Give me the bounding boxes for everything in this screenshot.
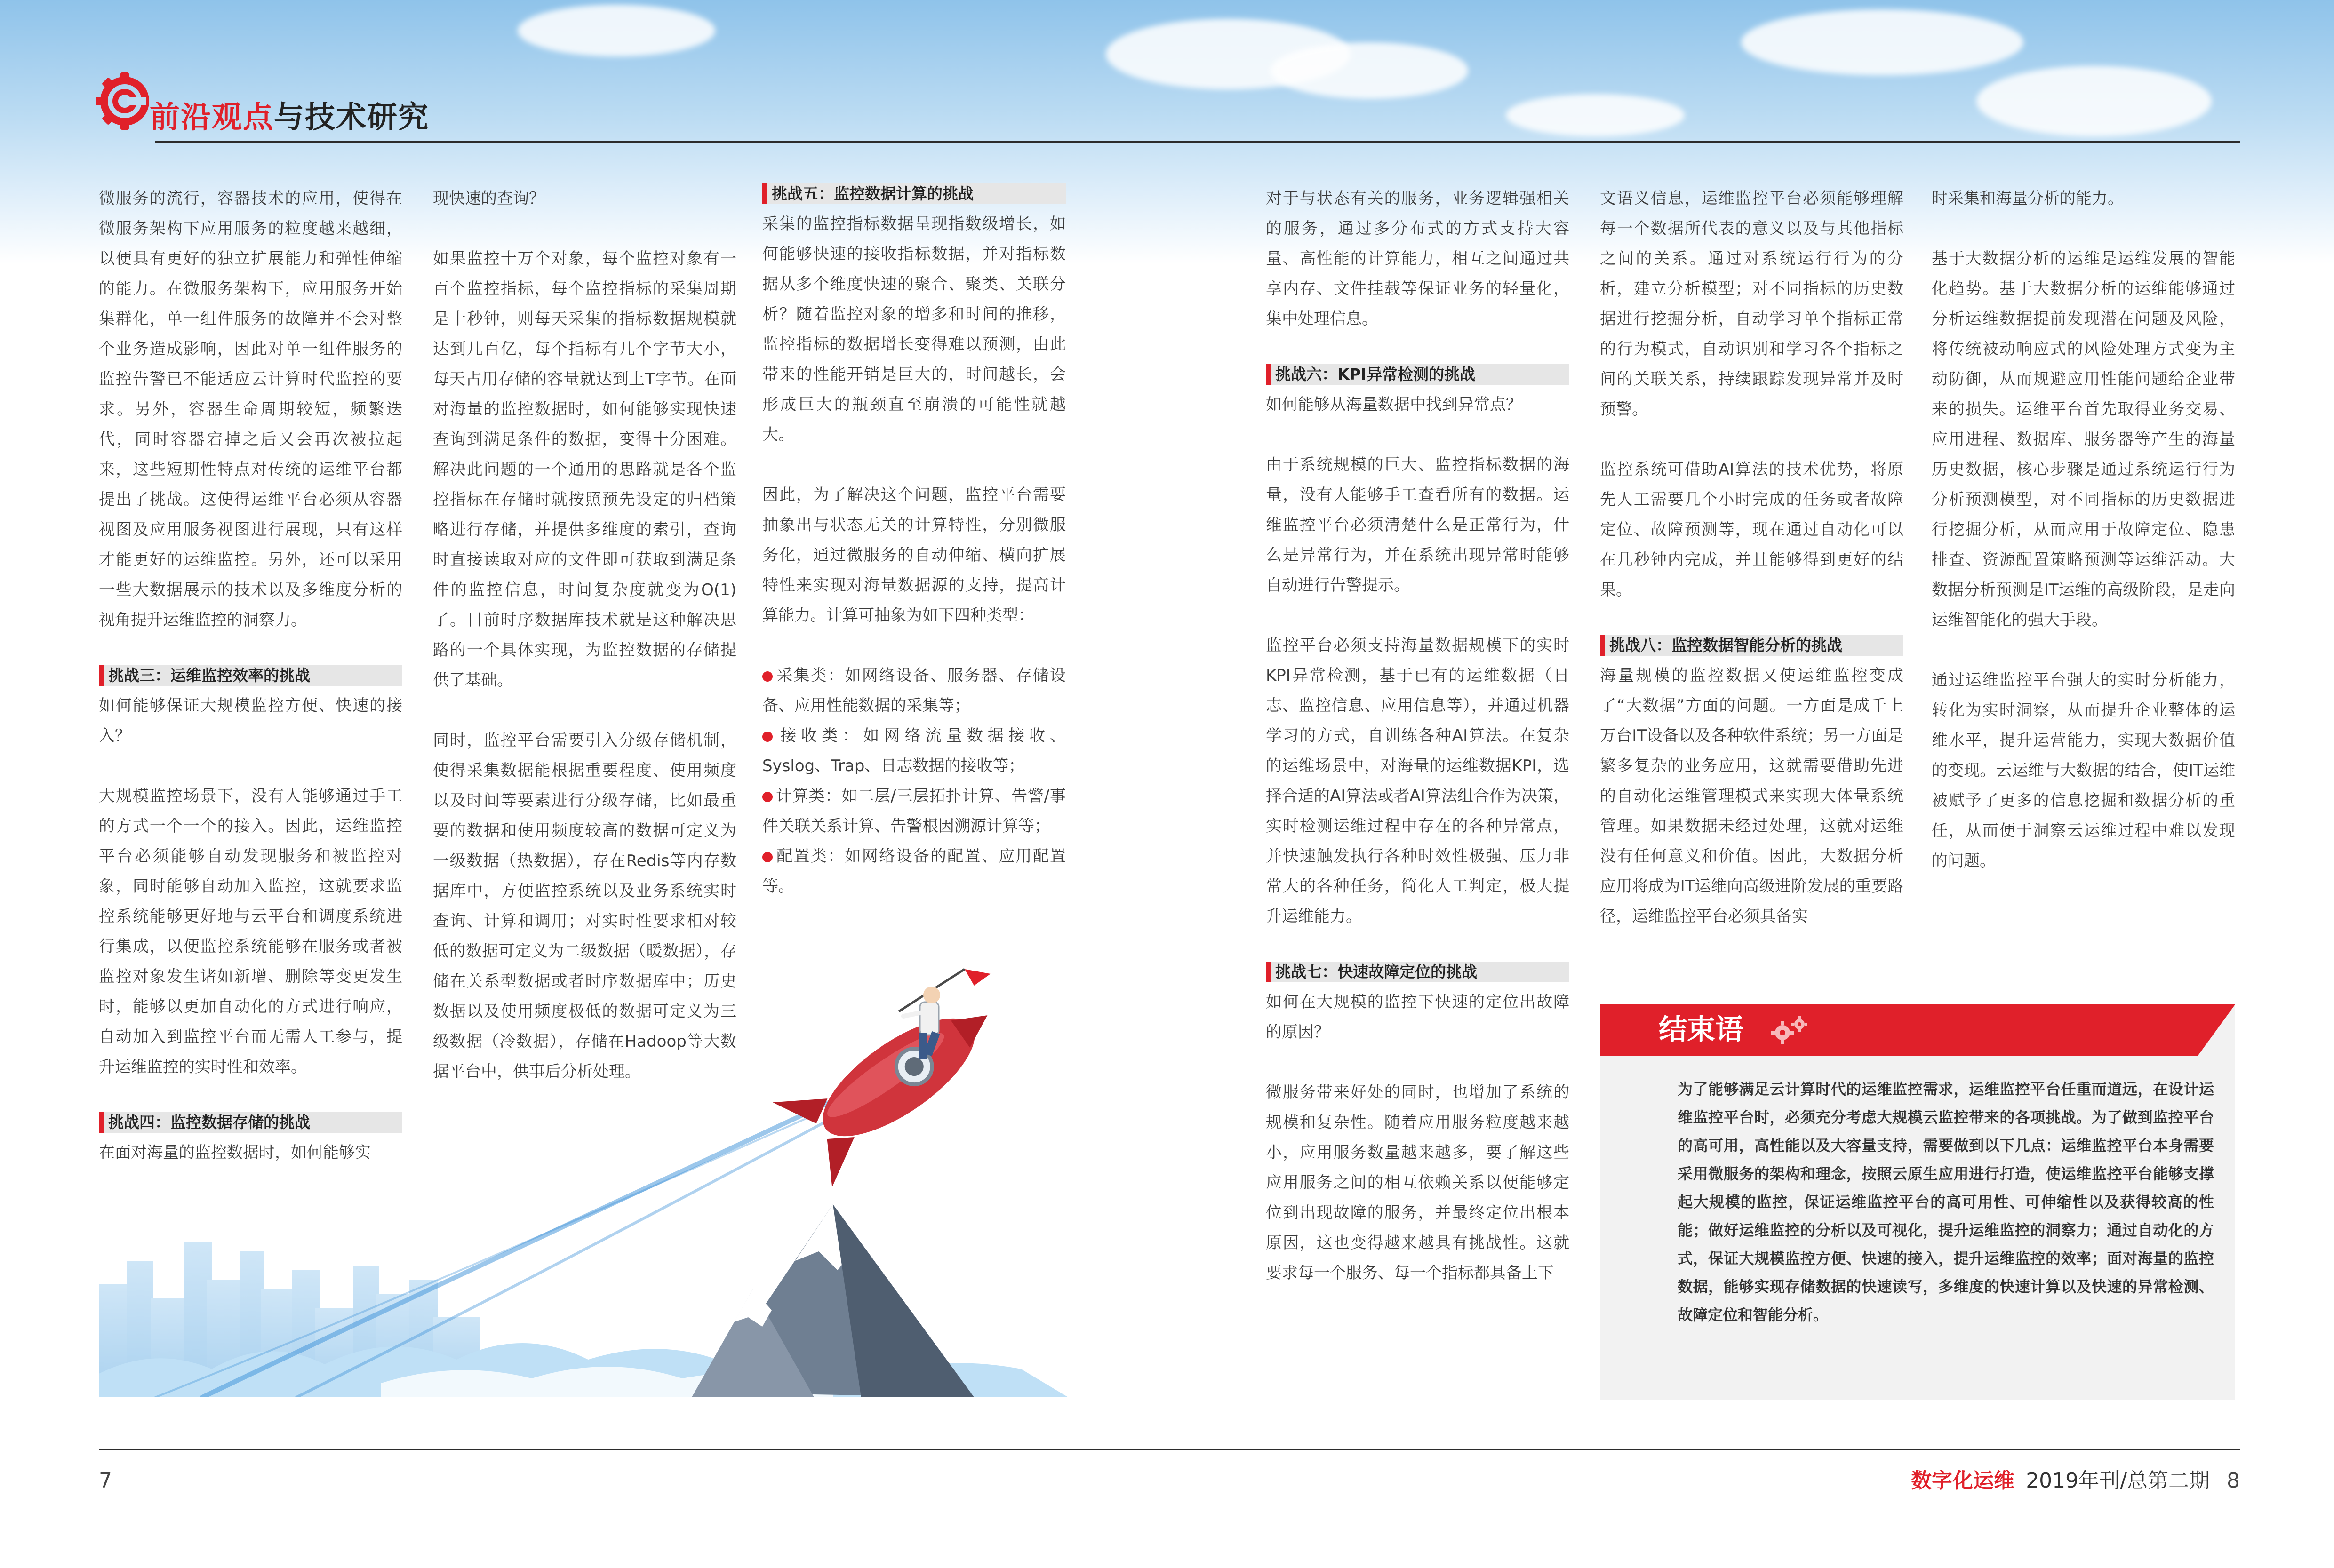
paragraph: 通过运维监控平台强大的实时分析能力，转化为实时洞察，从而提升企业整体的运维水平，提升运营能力，实现大数据价值的变现。云运维与大数据的结合，使IT运维被赋予了更多的信息挖掘和数据分析的重任，从而便于洞察云运维过程中难以发现的问题。 (1932, 671, 2235, 870)
paragraph: 微服务的流行，容器技术的应用，使得在微服务架构下应用服务的粒度越来越细，以便具有更好的独立扩展能力和弹性伸缩的能力。在微服务架构下，应用服务开始集群化，单一组件服务的故障并不会对整个业务造成影响，因此对单一组件服务的监控告警已不能适应云计算时代监控的要求。另外，容器生命周期较短，频繁迭代，同时容器宕掉之后又会再次被拉起来，这些短期性特点对传统的运维平台都提出了挑战。这使得运维平台必须从容器视图及应用服务视图进行展现，只有这样才能更好的运维监控。另外，还可以采用一些大数据展示的技术以及多维度分析的视角提升运维监控的洞察力。 (99, 189, 402, 629)
list-item-text: 计算类：如二层/三层拓扑计算、告警/事件关联关系计算、告警根因溯源计算等； (762, 787, 1066, 836)
issue-label: 2019年刊/总第二期 (2026, 1469, 2210, 1493)
paragraph: 监控系统可借助AI算法的技术优势，将原先人工需要几个小时完成的任务或者故障定位、故障预测等，现在通过自动化可以在几秒钟内完成，并且能够得到更好的结果。 (1600, 460, 1903, 599)
cloud-shape (518, 5, 715, 56)
subheading-challenge-3: 挑战三：运维监控效率的挑战 (99, 665, 402, 686)
column-5 (1600, 183, 1903, 931)
paragraph: 因此，为了解决这个问题，监控平台需要抽象出与状态无关的计算特性，分别微服务化，通过微服务的自动伸缩、横向扩展特性来实现对海量数据源的支持，提高计算能力。计算可抽象为如下四种类型： (762, 486, 1066, 625)
list-item (762, 781, 1066, 841)
paragraph: 海量规模的监控数据又使运维监控变成了“大数据”方面的问题。一方面是成千上万台IT设备以及各种软件系统；另一方面是繁多复杂的业务应用，这就需要借助先进的自动化运维管理模式来实现大体量系统管理。如果数据未经过处理，这就对运维没有任何意义和价值。因此，大数据分析应用将成为IT运维向高级进阶发展的重要路径，运维监控平台必须具备实 (1600, 666, 1903, 926)
paragraph: 同时，监控平台需要引入分级存储机制，使得采集数据能根据重要程度、使用频度以及时间等要素进行分级存储，比如最重要的数据和使用频度较高的数据可定义为一级数据（热数据），存在Redis等内存数据库中，方便监控系统以及业务系统实时查询、计算和调用；对实时性要求相对较低的数据可定义为二级数据（暖数据），存储在关系型数据或者时序数据库中；历史数据以及使用频度极低的数据可定义为三级数据（冷数据），存储在Hadoop等大数据平台中，供事后分析处理。 (433, 731, 736, 1081)
subheading-challenge-7: 挑战七：快速故障定位的挑战 (1266, 962, 1569, 982)
paragraph: 如果监控十万个对象，每个监控对象有一百个监控指标，每个监控指标的采集周期是十秒钟，则每天采集的指标数据规模就达到几百亿，每个指标有几个字节大小，每天占用存储的容量就达到上T字节。在面对海量的监控数据时，如何能够实现快速查询到满足条件的数据，变得十分困难。解决此问题的一个通用的思路就是各个监控指标在存储时就按照预先设定的归档策略进行存储，并提供多维度的索引，查询时直接读取对应的文件即可获取到满足条件的监控信息，时间复杂度就变为O(1)了。目前时序数据库技术就是这种解决思路的一个具体实现，为监控数据的存储提供了基础。 (433, 249, 736, 690)
bullet-icon (762, 732, 773, 742)
mountain-icon (692, 1204, 974, 1397)
subheading-challenge-8: 挑战八：监控数据智能分析的挑战 (1600, 635, 1903, 656)
conclusion-header-bar (1600, 1004, 2235, 1056)
page-number-right: 8 (2227, 1469, 2240, 1493)
footer-rule (99, 1449, 2240, 1450)
conclusion-title: 结束语 (1659, 1013, 1743, 1046)
list-item (762, 661, 1066, 721)
section-title-red: 前沿观点 (150, 100, 274, 135)
column-6 (1932, 183, 2235, 906)
subheading-challenge-6: 挑战六：KPI异常检测的挑战 (1266, 364, 1569, 385)
paragraph: 微服务带来好处的同时，也增加了系统的规模和复杂性。随着应用服务粒度越来越小，应用服务数量越来越多，要了解这些应用服务之间的相互依赖关系以便能够定位到出现故障的服务，并最终定位出根本原因，这也变得越来越具有挑战性。这就要求每一个服务、每一个指标都具备上下 (1266, 1083, 1569, 1282)
conclusion-box (1600, 1004, 2235, 1400)
cloud-shape (1271, 42, 1468, 99)
question: 如何能够保证大规模监控方便、快速的接入？ (99, 696, 402, 745)
list-item (762, 841, 1066, 901)
paragraph: 文语义信息，运维监控平台必须能够理解每一个数据所代表的意义以及与其他指标之间的关系。通过对系统运行行为的分析，建立分析模型；对不同指标的历史数据进行挖掘分析，自动学习单个指标正常的行为模式，自动识别和学习各个指标之间的关联关系，持续跟踪发现异常并及时预警。 (1600, 189, 1903, 419)
rocket-icon (773, 973, 1017, 1187)
paragraph: 对于与状态有关的服务，业务逻辑强相关的服务，通过多分布式的方式支持大容量、高性能的计算能力，相互之间通过共享内存、文件挂载等保证业务的轻量化，集中处理信息。 (1266, 189, 1569, 328)
gears-icon (1769, 1014, 1812, 1047)
section-title-dark: 与技术研究 (274, 100, 429, 135)
list-item (762, 721, 1066, 781)
list-item-text: 接收类：如网络流量数据接收、Syslog、Trap、日志数据的接收等； (762, 726, 1066, 775)
question: 如何在大规模的监控下快速的定位出故障的原因？ (1266, 993, 1569, 1042)
paragraph: 基于大数据分析的运维是运维发展的智能化趋势。基于大数据分析的运维能够通过分析运维数据提前发现潜在问题及风险，将传统被动响应式的风险处理方式变为主动防御，从而规避应用性能问题给企业带来的损失。运维平台首先取得业务交易、应用进程、数据库、服务器等产生的海量历史数据，核心步骤是通过系统运行行为分析预测模型，对不同指标的历史数据进行挖掘分析，从而应用于故障定位、隐患排查、资源配置策略预测等运维活动。大数据分析预测是IT运维的高级阶段，是走向运维智能化的强大手段。 (1932, 249, 2235, 629)
paragraph: 在面对海量的监控数据时，如何能够实 (99, 1143, 371, 1162)
cloud-shape (1976, 66, 2212, 136)
subheading-challenge-4: 挑战四：监控数据存储的挑战 (99, 1112, 402, 1133)
list-item-text: 采集类：如网络设备、服务器、存储设备、应用性能数据的采集等； (762, 666, 1066, 715)
paragraph: 时采集和海量分析的能力。 (1932, 189, 2124, 208)
subheading-challenge-5: 挑战五：监控数据计算的挑战 (762, 183, 1066, 204)
paragraph: 大规模监控场景下，没有人能够通过手工的方式一个一个的接入。因此，运维监控平台必须能够自动发现服务和被监控对象，同时能够自动加入监控，这就要求监控系统能够更好地与云平台和调度系统进行集成，以便监控系统能够在服务或者被监控对象发生诸如新增、删除等变更发生时，能够以更加自动化的方式进行响应，自动加入到监控平台而无需人工参与，提升运维监控的实时性和效率。 (99, 787, 402, 1076)
paragraph: 采集的监控指标数据呈现指数级增长，如何能够快速的接收指标数据，并对指标数据从多个维度快速的聚合、聚类、关联分析？随着监控对象的增多和时间的推移，监控指标的数据增长变得难以预测，由此带来的性能开销是巨大的，时间越长，会形成巨大的瓶颈直至崩溃的可能性就越大。 (762, 215, 1066, 444)
magazine-brand: 数字化运维 (1911, 1469, 2015, 1493)
gear-logo-icon (94, 71, 155, 132)
question: 如何能够从海量数据中找到异常点？ (1266, 395, 1522, 414)
section-title (150, 100, 429, 135)
column-4 (1266, 183, 1569, 1288)
paragraph: 监控平台必须支持海量数据规模下的实时KPI异常检测，基于已有的运维数据（日志、监控信息、应用信息等），并通过机器学习的方式，自训练各种AI算法。在复杂的运维场景中，对海量的运维数据KPI，选择合适的AI算法或者AI算法组合作为决策，实时检测运维过程中存在的各种异常点，并快速触发执行各种时效性极强、压力非常大的各种任务，简化人工判定，极大提升运维能力。 (1266, 636, 1569, 926)
cloud-shape (1506, 94, 1685, 136)
rocket-city-illustration (99, 960, 1068, 1397)
footer-right (1911, 1467, 2240, 1495)
bullet-icon (762, 671, 773, 682)
conclusion-text: 为了能够满足云计算时代的运维监控需求，运维监控平台任重而道远，在设计运维监控平台时，必须充分考虑大规模云监控带来的各项挑战。为了做到监控平台的高可用，高性能以及大容量支持，需要做到以下几点：运维监控平台本身需要采用微服务的架构和理念，按照云原生应用进行打造，使运维监控平台能够支撑起大规模的监控，保证运维监控平台的高可用性、可伸缩性以及获得较高的性能；做好运维监控的分析以及可视化，提升运维监控的洞察力；通过自动化的方式，保证大规模监控方便、快速的接入，提升运维监控的效率；面对海量的监控数据，能够实现存储数据的快速读写，多维度的快速计算以及快速的异常检测、故障定位和智能分析。 (1678, 1080, 2214, 1324)
column-3 (762, 183, 1066, 901)
page-number-left: 7 (99, 1469, 112, 1493)
header-rule (155, 141, 2240, 143)
paragraph: 由于系统规模的巨大、监控指标数据的海量，没有人能够手工查看所有的数据。运维监控平台必须清楚什么是正常行为，什么是异常行为，并在系统出现异常时能够自动进行告警提示。 (1266, 455, 1569, 595)
paragraph: 现快速的查询？ (433, 189, 545, 208)
bullet-icon (762, 852, 773, 862)
list-item-text: 配置类：如网络设备的配置、应用配置等。 (762, 847, 1066, 896)
bullet-icon (762, 792, 773, 802)
cloud-shape (1741, 9, 2023, 75)
compute-type-list (762, 661, 1066, 901)
